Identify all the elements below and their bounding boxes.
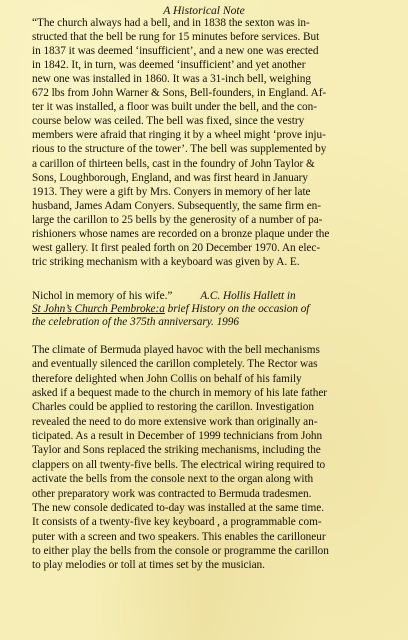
quote-line: large the carillon to 25 bells by the generosity of a number of pa-: [32, 213, 323, 226]
quote-line: members were afraid that ringing it by a wheel might ‘prove inju-: [32, 129, 326, 142]
body-line: to either play the bells from the console or programme the carillon: [32, 544, 329, 557]
quote-line: tric striking mechanism with a keyboard was given by A. E.: [32, 255, 300, 268]
quote-closing-line: [32, 290, 296, 303]
body-line: puter with a screen and two speakers. This enables the carilloneur: [32, 530, 326, 543]
quote-line: rishioners whose names are recorded on a bronze plaque under the: [32, 227, 330, 240]
body-line: other preparatory work was contracted to Bermuda tradesmen.: [32, 487, 312, 500]
body-line: ticipated. As a result in December of 1999 technicians from John: [32, 430, 323, 443]
body-line: It consists of a twenty-five key keyboard , a programmable com-: [32, 516, 322, 529]
body-line: and eventually silenced the carillon completely. The Rector was: [32, 358, 318, 371]
attribution-author: A.C. Hollis Hallett in: [200, 290, 296, 302]
body-line: asked if a bequest made to the church in memory of his late father: [32, 387, 328, 400]
body-line: Charles could be applied to restoring the carillon. Investigation: [32, 401, 314, 414]
quote-last-text: Nichol in memory of his wife.”: [32, 290, 173, 302]
body-line: Taylor and Sons replaced the striking mechanisms, including the: [32, 444, 321, 457]
page-title: A Historical Note: [163, 4, 245, 17]
quote-line: “The church always had a bell, and in 1838 the sexton was in-: [32, 17, 310, 29]
attribution-tail-line: the celebration of the 375th anniversary. 1996: [32, 316, 239, 328]
attribution-book-line: [32, 303, 309, 316]
quote-line: rious to the structure of the tower’. The bell was supplemented by: [32, 143, 327, 156]
quote-line: west gallery. It first pealed forth on 20 December 1970. An elec-: [32, 241, 321, 254]
body-line: to play melodies or toll at times set by the musician.: [32, 559, 265, 572]
quote-line: 1913. They were a gift by Mrs. Conyers in memory of her late: [32, 185, 311, 198]
quote-line: in 1842. It, in turn, was deemed ‘insufficient’ and yet another: [32, 59, 306, 72]
body-line: activate the bells from the console next to the organ along with: [32, 473, 314, 486]
quote-line: ter it was installed, a floor was built under the bell, and the con-: [32, 101, 317, 114]
quote-line: a carillon of thirteen bells, cast in the foundry of John Taylor &: [32, 157, 315, 170]
quote-line: course below was ceiled. The bell was fixed, since the vestry: [32, 115, 305, 128]
quote-line: in 1837 it was deemed ‘insufficient’, and a new one was erected: [32, 45, 319, 58]
body-line: The new console dedicated to-day was installed at the same time.: [32, 501, 324, 514]
quote-line: new one was installed in 1860. It was a 31-inch bell, weighing: [32, 73, 311, 86]
body-line: clappers on all twenty-five bells. The electrical wiring required to: [32, 458, 326, 471]
body-line: The climate of Bermuda played havoc with the bell mechanisms: [32, 344, 320, 356]
quote-line: structed that the bell be rung for 15 minutes before services. But: [32, 31, 320, 44]
attribution-book-title: St John’s Church Pembroke:a: [32, 303, 165, 315]
quote-line: 672 lbs from John Warner & Sons, Bell-founders, in England. Af-: [32, 87, 327, 100]
quote-line: Sons, Loughborough, England, and was first heard in January: [32, 171, 308, 184]
attribution-book-rest: brief History on the occasion of: [164, 303, 310, 315]
quote-line: husband, James Adam Conyers. Subsequently, the same firm en-: [32, 199, 321, 212]
body-line: therefore delighted when John Collis on behalf of his family: [32, 372, 302, 385]
body-line: revealed the need to do more extensive work than originally an-: [32, 415, 318, 428]
